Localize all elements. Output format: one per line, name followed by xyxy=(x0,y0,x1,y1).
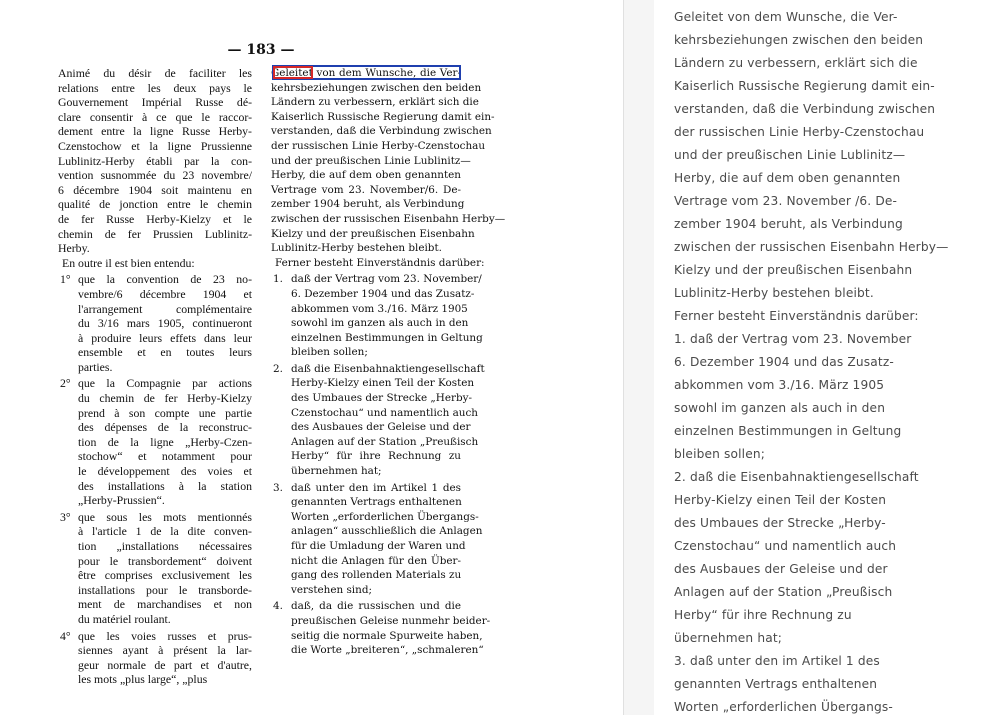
transcription-line: und der preußischen Linie Lublinitz— xyxy=(674,148,906,162)
french-item-line: du matériel roulant. xyxy=(78,611,171,626)
german-item-line: daß die Eisenbahnaktiengesellschaft xyxy=(291,362,485,375)
german-item-line: übernehmen hat; xyxy=(291,465,382,478)
german-item-line: des Ausbaues der Geleise und der xyxy=(291,421,471,434)
transcription-line: Herby-Kielzy einen Teil der Kosten xyxy=(674,493,887,507)
transcription-line: Kielzy und der preußischen Eisenbahn xyxy=(674,263,913,277)
french-intro-line: chemin de fer Prussien Lublinitz- xyxy=(58,226,252,241)
transcription-line: verstanden, daß die Verbindung zwischen xyxy=(674,102,936,116)
transcription-line: 6. Dezember 1904 und das Zusatz- xyxy=(674,355,894,369)
german-intro-line: Herby, die auf dem oben genannten xyxy=(271,169,461,182)
german-item-line: Anlagen auf der Station „Preußisch xyxy=(291,435,479,448)
french-item-line: pour le transbordement“ doivent xyxy=(78,553,252,568)
french-intro-line: Lublinitz-Herby établi par la con- xyxy=(58,153,252,168)
french-item-line: ensemble et en toutes leurs xyxy=(78,345,252,360)
transcription-line: Herby“ für ihre Rechnung zu xyxy=(674,608,852,622)
french-column xyxy=(58,66,252,687)
french-item-line: l'arrangement complémentaire xyxy=(78,301,252,316)
french-item-line: „Herby-Prussien“. xyxy=(78,493,165,508)
transcription-line: zember 1904 beruht, als Verbindung xyxy=(674,217,903,231)
french-intro-line: clare consentir à ce que le raccor- xyxy=(58,109,252,124)
french-item-line: installations pour le transborde- xyxy=(78,582,252,597)
german-intro-line: kehrsbeziehungen zwischen den beiden xyxy=(271,81,482,94)
french-intro-line: qualité de jonction entre le chemin xyxy=(58,197,252,212)
transcription-line: Kaiserlich Russische Regierung damit ein- xyxy=(674,79,935,93)
french-list-item xyxy=(58,629,252,687)
german-intro-line: Kielzy und der preußischen Eisenbahn xyxy=(271,227,475,240)
german-item-line: daß der Vertrag vom 23. November/ xyxy=(291,273,482,286)
german-item-line: 6. Dezember 1904 und das Zusatz- xyxy=(291,287,475,300)
french-item-line: les mots „plus large“, „plus xyxy=(78,672,208,687)
french-list-item xyxy=(58,272,252,374)
french-intro-line: Animé du désir de faciliter les xyxy=(58,66,252,80)
german-item-line: daß, da die russischen und die xyxy=(291,600,461,613)
transcription-line: sowohl im ganzen als auch in den xyxy=(674,401,886,415)
transcription-line: 2. daß die Eisenbahnaktiengesellschaft xyxy=(674,470,919,484)
german-item-line: nicht die Anlagen für den Über- xyxy=(291,554,461,567)
german-item-line: genannten Vertrags enthaltenen xyxy=(291,496,462,509)
french-intro-line: relations entre les deux pays le xyxy=(58,80,252,95)
german-item-line: die Worte „breiteren“, „schmaleren“ xyxy=(291,644,484,657)
german-item-line: bleiben sollen; xyxy=(291,346,368,359)
item-number: 1. xyxy=(273,273,283,286)
german-item-line: für die Umladung der Waren und xyxy=(291,540,466,552)
french-item-line: ment de marchandises et non xyxy=(78,597,252,612)
german-item-line: Worten „erforderlichen Übergangs- xyxy=(291,510,479,523)
item-number: 3. xyxy=(273,481,283,494)
item-number: 1° xyxy=(60,272,71,287)
french-intro-line: Czenstochow et la ligne Prussienne xyxy=(58,138,252,153)
french-item-line: des installations à la station xyxy=(78,478,252,493)
transcription-panel xyxy=(654,0,998,715)
german-paragraph-heading: Ferner besteht Einverständnis darüber: xyxy=(275,256,485,269)
french-item-line: tion „installations nécessaires xyxy=(78,539,252,553)
french-intro-line: dement entre la ligne Russe Herby- xyxy=(58,124,252,139)
german-item-line: des Umbaues der Strecke „Herby- xyxy=(291,392,473,405)
transcription-line: Herby, die auf dem oben genannten xyxy=(674,171,901,185)
german-item-line: sowohl im ganzen als auch in den xyxy=(291,317,469,330)
german-intro-line: und der preußischen Linie Lublinitz— xyxy=(271,154,471,167)
item-number: 4. xyxy=(273,600,283,613)
german-list-item xyxy=(271,362,485,479)
german-item-line: daß unter den im Artikel 1 des xyxy=(291,481,461,494)
german-intro-line: Lublinitz-Herby bestehen bleibt. xyxy=(271,242,442,255)
french-item-line: que la convention de 23 no- xyxy=(78,272,252,287)
french-list-item xyxy=(58,510,252,627)
transcription-line: Geleitet von dem Wunsche, die Ver- xyxy=(674,10,898,24)
german-intro-line: der russischen Linie Herby-Czenstochau xyxy=(271,139,486,152)
transcription-line: Worten „erforderlichen Übergangs- xyxy=(674,700,893,714)
transcription-line: Czenstochau“ und namentlich auch xyxy=(674,539,897,553)
transcription-line: bleiben sollen; xyxy=(674,447,765,461)
transcription-line: 1. daß der Vertrag vom 23. November xyxy=(674,332,912,346)
german-item-line: einzelnen Bestimmungen in Geltung xyxy=(291,331,483,344)
german-list-item xyxy=(271,272,483,360)
german-item-line: Herby-Kielzy einen Teil der Kosten xyxy=(291,377,475,390)
transcription-line: der russischen Linie Herby-Czenstochau xyxy=(674,125,925,139)
item-number: 2° xyxy=(60,376,71,391)
french-intro-line: Herby. xyxy=(58,241,90,256)
french-item-line: du 3/16 mars 1905, continueront xyxy=(78,316,252,331)
item-number: 4° xyxy=(60,628,71,643)
french-intro-line: Gouvernement Impérial Russe dé- xyxy=(58,95,252,110)
transcription-line: abkommen vom 3./16. März 1905 xyxy=(674,378,885,392)
german-item-line: Herby“ für ihre Rechnung zu xyxy=(291,450,461,463)
transcription-line: 3. daß unter den im Artikel 1 des xyxy=(674,654,880,668)
french-item-line: siennes ayant à présent la lar- xyxy=(78,643,252,658)
transcription-line: des Ausbaues der Geleise und der xyxy=(674,562,888,576)
transcription-line: genannten Vertrags enthaltenen xyxy=(674,677,878,691)
german-item-line: anlagen“ ausschließlich die Anlagen xyxy=(291,525,483,538)
french-item-line: des dépenses de la reconstruc- xyxy=(78,420,252,435)
french-intro-line: 6 décembre 1904 soit maintenu en xyxy=(58,182,252,197)
german-intro-line: Vertrage vom 23. November/6. De- xyxy=(271,183,461,196)
german-item-line: Czenstochau“ und namentlich auch xyxy=(291,406,478,419)
german-list-item xyxy=(271,481,483,598)
french-intro-line: vention susnommée du 23 novembre/ xyxy=(58,168,252,183)
french-item-line: tion de la ligne „Herby-Czen- xyxy=(78,434,252,449)
item-number: 3° xyxy=(60,509,71,524)
item-number: 2. xyxy=(273,362,283,375)
french-item-line: vembre/6 décembre 1904 et xyxy=(78,286,252,301)
german-column xyxy=(271,66,506,658)
french-item-line: que les voies russes et prus- xyxy=(78,628,252,643)
french-item-line: être comprises exclusivement les xyxy=(78,568,252,583)
german-intro-line: Ländern zu verbessern, erklärt sich die xyxy=(271,96,479,109)
transcription-line: Vertrage vom 23. November /6. De- xyxy=(674,194,898,208)
transcription-line: des Umbaues der Strecke „Herby- xyxy=(674,516,886,530)
german-intro-line: Kaiserlich Russische Regierung damit ein- xyxy=(271,110,495,123)
french-intro-line: de fer Russe Herby-Kielzy et le xyxy=(58,211,252,226)
french-item-line: à l'article 1 de la dite conven- xyxy=(78,524,252,539)
transcription-line: Anlagen auf der Station „Preußisch xyxy=(674,585,893,599)
french-item-line: le développement des voies et xyxy=(78,464,252,479)
french-item-line: prend à son compte une partie xyxy=(78,405,252,420)
transcription-line: Ferner besteht Einverständnis darüber: xyxy=(674,309,919,323)
german-intro-line: zember 1904 beruht, als Verbindung xyxy=(271,198,465,211)
page-number: — 183 — xyxy=(227,42,295,58)
german-item-line: seitig die normale Spurweite haben, xyxy=(291,629,483,642)
panel-divider xyxy=(624,0,654,715)
german-intro-line: zwischen der russischen Eisenbahn Herby— xyxy=(271,212,506,225)
german-item-line: gang des rollenden Materials zu xyxy=(291,569,462,582)
german-intro-line: verstanden, daß die Verbindung zwischen xyxy=(271,125,492,138)
transcription-line: Ländern zu verbessern, erklärt sich die xyxy=(674,56,918,70)
transcription-line: übernehmen hat; xyxy=(674,631,782,645)
french-item-line: du chemin de fer Herby-Kielzy xyxy=(78,391,252,406)
french-item-line: que la Compagnie par actions xyxy=(78,376,252,391)
french-item-line: geur normale de part et d'autre, xyxy=(78,657,252,672)
transcription-line: einzelnen Bestimmungen in Geltung xyxy=(674,424,902,438)
transcription-line: zwischen der russischen Eisenbahn Herby— xyxy=(674,240,949,254)
german-intro-line: Geleitet von dem Wunsche, die Ver- xyxy=(271,67,461,79)
german-item-line: preußischen Geleise nunmehr beider- xyxy=(291,614,491,627)
french-item-line: à produire leurs effets dans leur xyxy=(78,330,252,345)
german-item-line: verstehen sind; xyxy=(291,583,372,596)
transcription-line: kehrsbeziehungen zwischen den beiden xyxy=(674,33,924,47)
french-paragraph-heading: En outre il est bien entendu: xyxy=(62,255,195,270)
french-item-line: que sous les mots mentionnés xyxy=(78,509,252,524)
german-list-item xyxy=(271,599,491,657)
french-item-line: stochow“ et notamment pour xyxy=(78,449,252,464)
transcription-line: Lublinitz-Herby bestehen bleibt. xyxy=(674,286,874,300)
french-list-item xyxy=(58,376,252,507)
french-item-line: parties. xyxy=(78,359,113,374)
german-item-line: abkommen vom 3./16. März 1905 xyxy=(291,302,468,315)
